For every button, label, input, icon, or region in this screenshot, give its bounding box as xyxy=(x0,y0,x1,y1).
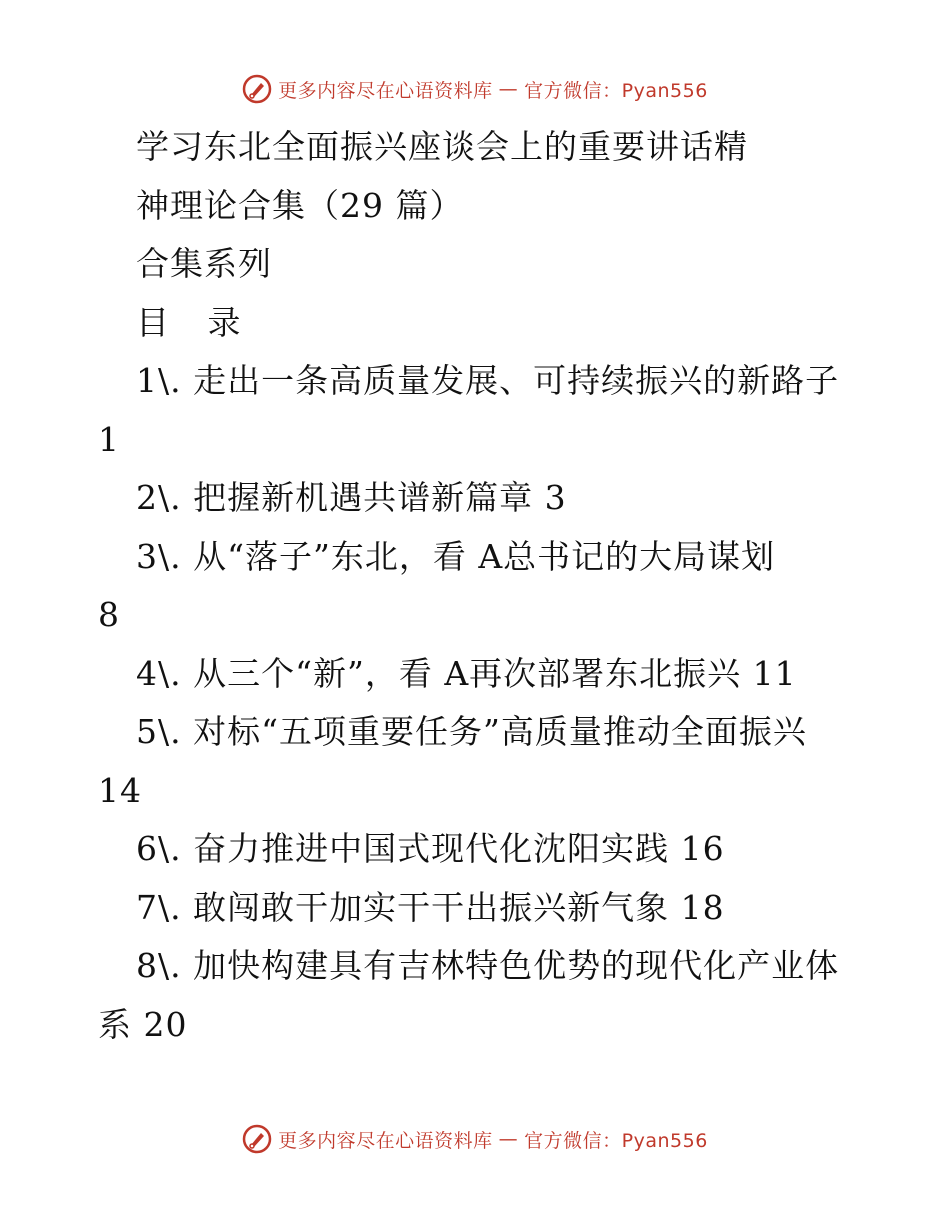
watermark-text: 更多内容尽在心语资料库 xyxy=(278,79,493,102)
toc-item-7: 7\. 敢闯敢干加实干干出振兴新气象 18 xyxy=(136,887,725,927)
pen-nib-logo-icon xyxy=(242,1124,272,1154)
watermark-separator: — xyxy=(498,1128,519,1150)
toc-item-6: 6\. 奋力推进中国式现代化沈阳实践 16 xyxy=(136,829,725,868)
toc-item-3-page: 8 xyxy=(98,595,120,634)
document-title-line-2: 神理论合集（29 篇） xyxy=(136,185,464,225)
watermark-official: 官方微信：Pyan556 xyxy=(524,79,708,102)
toc-item-8: 8\. 加快构建具有吉林特色优势的现代化产业体 xyxy=(136,946,840,985)
toc-item-8-page: 系 20 xyxy=(98,1004,188,1044)
series-label: 合集系列 xyxy=(136,244,272,283)
footer-watermark xyxy=(0,1124,950,1154)
watermark-official: 官方微信：Pyan556 xyxy=(524,1129,708,1152)
toc-item-2: 2\. 把握新机遇共谱新篇章 3 xyxy=(136,478,567,517)
toc-item-5-page: 14 xyxy=(98,770,142,810)
watermark-text: 更多内容尽在心语资料库 xyxy=(278,1129,493,1152)
toc-item-1-page: 1 xyxy=(98,419,120,459)
document-body xyxy=(98,118,858,1054)
toc-item-4: 4\. 从三个“新”，看 A再次部署东北振兴 11 xyxy=(136,653,797,693)
toc-item-1: 1\. 走出一条高质量发展、可持续振兴的新路子 xyxy=(136,361,840,400)
toc-item-5: 5\. 对标“五项重要任务”高质量推动全面振兴 xyxy=(136,712,807,751)
toc-heading: 目 录 xyxy=(136,302,255,342)
document-title-line-1: 学习东北全面振兴座谈会上的重要讲话精 xyxy=(136,127,748,166)
toc-item-3: 3\. 从“落子”东北，看 A总书记的大局谋划 xyxy=(136,536,776,576)
watermark-separator: — xyxy=(498,78,519,100)
header-watermark xyxy=(0,74,950,104)
pen-nib-logo-icon xyxy=(242,74,272,104)
